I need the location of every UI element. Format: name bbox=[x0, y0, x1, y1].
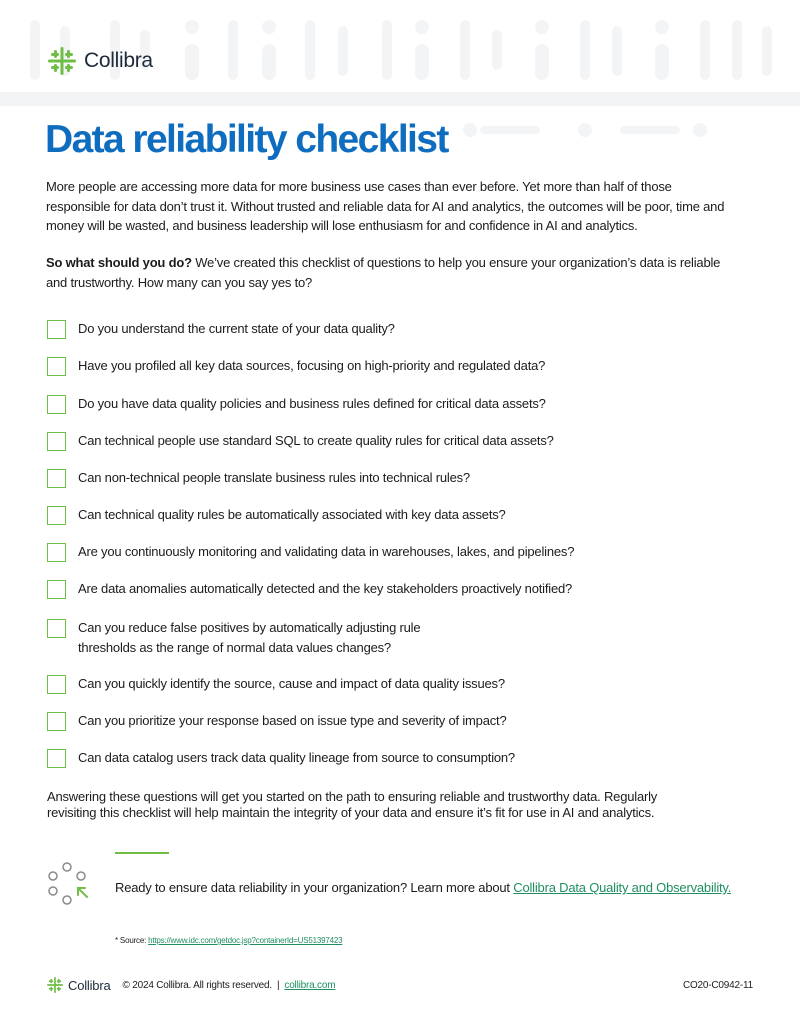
checkbox[interactable] bbox=[47, 580, 66, 599]
checklist-item bbox=[47, 319, 598, 339]
checklist-item-label: Can you reduce false positives by automatically adjusting rule thresholds as the range of normal data values changes? bbox=[78, 620, 421, 655]
checklist-item-label: Are you continuously monitoring and validating data in warehouses, lakes, and pipelines? bbox=[78, 544, 575, 559]
logo-wordmark: Collibra bbox=[84, 49, 153, 72]
source-link[interactable]: https://www.idc.com/getdoc.jsp?containerId=US51397423 bbox=[148, 936, 343, 945]
page-footer bbox=[47, 976, 753, 994]
checklist-item-label: Do you have data quality policies and business rules defined for critical data assets? bbox=[78, 396, 546, 411]
cta-divider bbox=[115, 852, 169, 854]
checkbox[interactable] bbox=[47, 432, 66, 451]
collibra-logo bbox=[48, 47, 153, 75]
checklist-item-label: Can non-technical people translate business rules into technical rules? bbox=[78, 470, 470, 485]
checklist-item bbox=[47, 711, 598, 731]
checkbox[interactable] bbox=[47, 675, 66, 694]
checkbox[interactable] bbox=[47, 395, 66, 414]
checklist-item bbox=[47, 356, 598, 376]
footer-separator: | bbox=[276, 979, 280, 991]
checklist-item bbox=[47, 748, 598, 768]
site-link[interactable]: collibra.com bbox=[284, 979, 336, 991]
outro-paragraph: Answering these questions will get you started on the path to ensuring reliable and trustworthy data. Regularly revisiting this checklist will help maintain the integrity of your data and ensure it’s fit for use in AI and analytics. bbox=[47, 789, 658, 820]
cycle-arrow-icon bbox=[45, 860, 93, 908]
footer-logo bbox=[47, 977, 110, 993]
checkbox[interactable] bbox=[47, 619, 66, 638]
checklist-item-label: Can technical people use standard SQL to create quality rules for critical data assets? bbox=[78, 433, 554, 448]
checklist-item-label: Have you profiled all key data sources, focusing on high-priority and regulated data? bbox=[78, 358, 546, 373]
checklist-item-label: Do you understand the current state of your data quality? bbox=[78, 321, 395, 336]
so-what-lead: So what should you do? bbox=[46, 255, 192, 270]
cta-text bbox=[115, 879, 731, 897]
checklist-item-label: Are data anomalies automatically detected and the key stakeholders proactively notified? bbox=[78, 581, 573, 596]
checklist-item bbox=[47, 505, 598, 525]
so-what-text: We’ve created this checklist of questions to help you ensure your organization’s data is reliable and trustworthy. How many can you say yes to? bbox=[46, 255, 721, 290]
checkbox[interactable] bbox=[47, 320, 66, 339]
collibra-logo-icon bbox=[47, 977, 63, 993]
checkbox[interactable] bbox=[47, 469, 66, 488]
document-code: CO20-C0942-11 bbox=[682, 979, 753, 991]
checklist-item bbox=[47, 579, 598, 599]
checklist-item-label: Can you prioritize your response based on issue type and severity of impact? bbox=[78, 713, 507, 728]
checklist-item bbox=[47, 431, 598, 451]
page-title: Data reliability checklist bbox=[45, 118, 448, 161]
checkbox[interactable] bbox=[47, 749, 66, 768]
checklist-item bbox=[47, 674, 598, 694]
checklist-item-label: Can technical quality rules be automatically associated with key data assets? bbox=[78, 507, 506, 522]
checkbox[interactable] bbox=[47, 506, 66, 525]
source-footnote bbox=[115, 936, 342, 945]
checklist-item bbox=[47, 618, 478, 657]
copyright: © 2024 Collibra. All rights reserved. bbox=[122, 979, 272, 991]
product-link[interactable]: Collibra Data Quality and Observability. bbox=[513, 880, 732, 895]
checklist-item-label: Can data catalog users track data quality lineage from source to consumption? bbox=[78, 750, 515, 765]
cta-lead: Ready to ensure data reliability in your organization? Learn more about bbox=[115, 880, 514, 895]
checkbox[interactable] bbox=[47, 712, 66, 731]
checkbox[interactable] bbox=[47, 357, 66, 376]
footer-wordmark: Collibra bbox=[68, 977, 111, 993]
checklist-item-label: Can you quickly identify the source, cause and impact of data quality issues? bbox=[78, 676, 505, 691]
checklist-item bbox=[47, 468, 598, 488]
source-label: * Source: bbox=[115, 936, 149, 945]
collibra-logo-icon bbox=[48, 47, 76, 75]
so-what-paragraph bbox=[46, 253, 726, 292]
intro-paragraph: More people are accessing more data for more business use cases than ever before. Yet more than half of those responsible for data don’t trust it. Without trusted and reliable data for AI and analytics, the outcomes will be poor, time and money will be wasted, and business leadership will lose enthusiasm for and confidence in AI and analytics. bbox=[46, 179, 725, 233]
checkbox[interactable] bbox=[47, 543, 66, 562]
checklist-item bbox=[47, 394, 598, 414]
checklist-item bbox=[47, 542, 598, 562]
